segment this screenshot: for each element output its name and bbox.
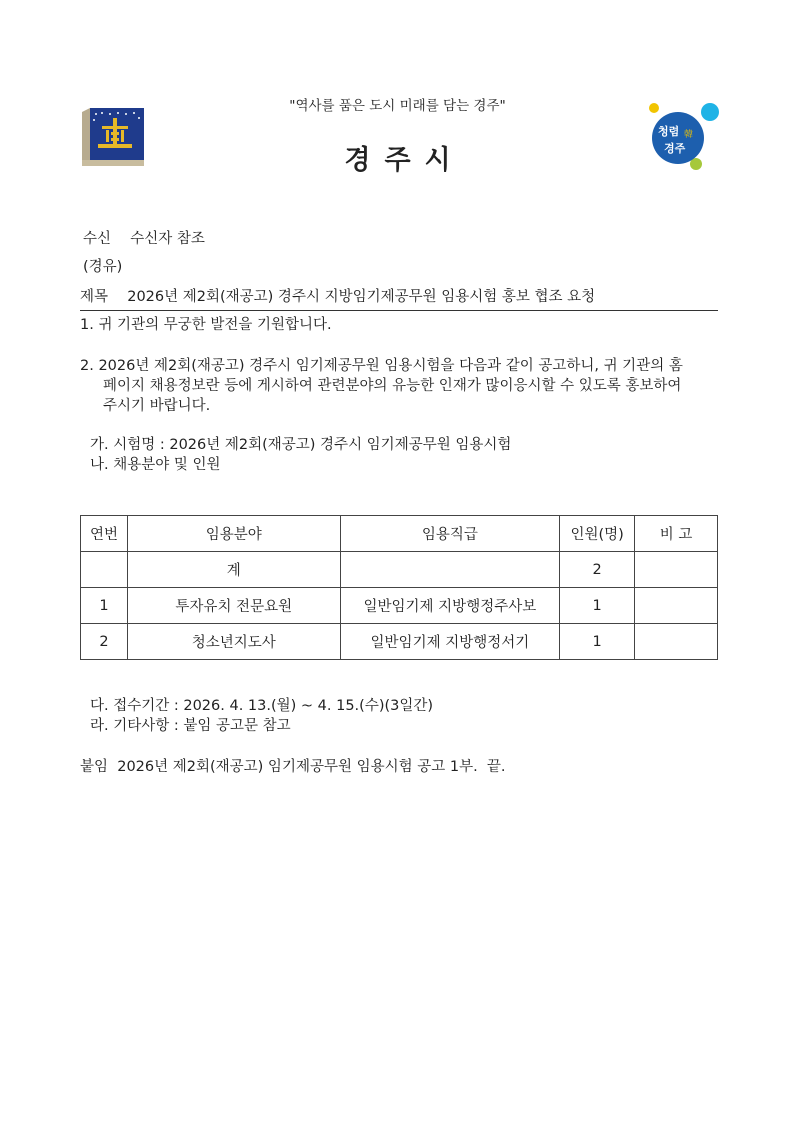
subject-divider bbox=[80, 310, 718, 311]
table-cell bbox=[340, 552, 560, 588]
integrity-gyeongju-logo bbox=[646, 100, 722, 176]
via-line: (경유) bbox=[83, 259, 123, 275]
slogan: "역사를 품은 도시 미래를 담는 경주" bbox=[289, 98, 506, 114]
recipient-label: 수신 bbox=[83, 231, 112, 247]
table-cell bbox=[635, 552, 718, 588]
table-cell bbox=[635, 588, 718, 624]
header-cell: 비 고 bbox=[635, 516, 718, 552]
recipient-value: 수신자 참조 bbox=[130, 231, 205, 247]
organization-title: 경주시 bbox=[344, 145, 465, 176]
table-cell: 2 bbox=[560, 552, 635, 588]
table-cell: 1 bbox=[560, 588, 635, 624]
subject-value: 2026년 제2회(재공고) 경주시 지방임기제공무원 임용시험 홍보 협조 요청 bbox=[127, 289, 596, 305]
table-header-row bbox=[81, 516, 718, 552]
item-application-period: 다. 접수기간 : 2026. 4. 13.(월) ~ 4. 15.(수)(3일간) bbox=[90, 698, 434, 714]
subject-label: 제목 bbox=[80, 289, 109, 305]
header-cell: 인원(명) bbox=[560, 516, 635, 552]
table-row bbox=[81, 624, 718, 660]
table-cell: 2 bbox=[81, 624, 128, 660]
right-logo-hanja: 韓 bbox=[684, 130, 694, 140]
table-cell: 일반임기제 지방행정서기 bbox=[340, 624, 560, 660]
paragraph-2-line-2: 페이지 채용정보란 등에 게시하여 관련분야의 유능한 인재가 많이응시할 수 있도록 홍보하여 bbox=[103, 378, 682, 394]
item-other-notes: 라. 기타사항 : 붙임 공고문 참고 bbox=[90, 718, 291, 734]
table-cell bbox=[81, 552, 128, 588]
table-row bbox=[81, 588, 718, 624]
gyeongju-emblem-logo bbox=[80, 106, 146, 168]
subject-line bbox=[80, 287, 595, 307]
table-cell: 1 bbox=[81, 588, 128, 624]
right-logo-text-1: 청렴 bbox=[658, 125, 680, 138]
right-logo-text-2: 경주 bbox=[664, 142, 686, 155]
table-cell: 계 bbox=[127, 552, 340, 588]
paragraph-2-line-1: 2. 2026년 제2회(재공고) 경주시 임기제공무원 임용시험을 다음과 같이 공고하니, 귀 기관의 홈 bbox=[80, 358, 683, 374]
header-cell: 연번 bbox=[81, 516, 128, 552]
header-cell: 임용직급 bbox=[340, 516, 560, 552]
recipient-line bbox=[83, 229, 205, 249]
table-cell: 일반임기제 지방행정주사보 bbox=[340, 588, 560, 624]
table-cell: 1 bbox=[560, 624, 635, 660]
item-exam-name: 가. 시험명 : 2026년 제2회(재공고) 경주시 임기제공무원 임용시험 bbox=[90, 437, 512, 453]
recruitment-table bbox=[80, 515, 718, 660]
attachment-line: 붙임 2026년 제2회(재공고) 임기제공무원 임용시험 공고 1부. 끝. bbox=[80, 759, 506, 775]
header-cell: 임용분야 bbox=[127, 516, 340, 552]
item-recruitment-field: 나. 채용분야 및 인원 bbox=[90, 457, 221, 473]
table-cell: 투자유치 전문요원 bbox=[127, 588, 340, 624]
paragraph-2-line-3: 주시기 바랍니다. bbox=[103, 398, 211, 414]
table-cell: 청소년지도사 bbox=[127, 624, 340, 660]
table-cell bbox=[635, 624, 718, 660]
paragraph-1: 1. 귀 기관의 무궁한 발전을 기원합니다. bbox=[80, 317, 332, 333]
table-row bbox=[81, 552, 718, 588]
